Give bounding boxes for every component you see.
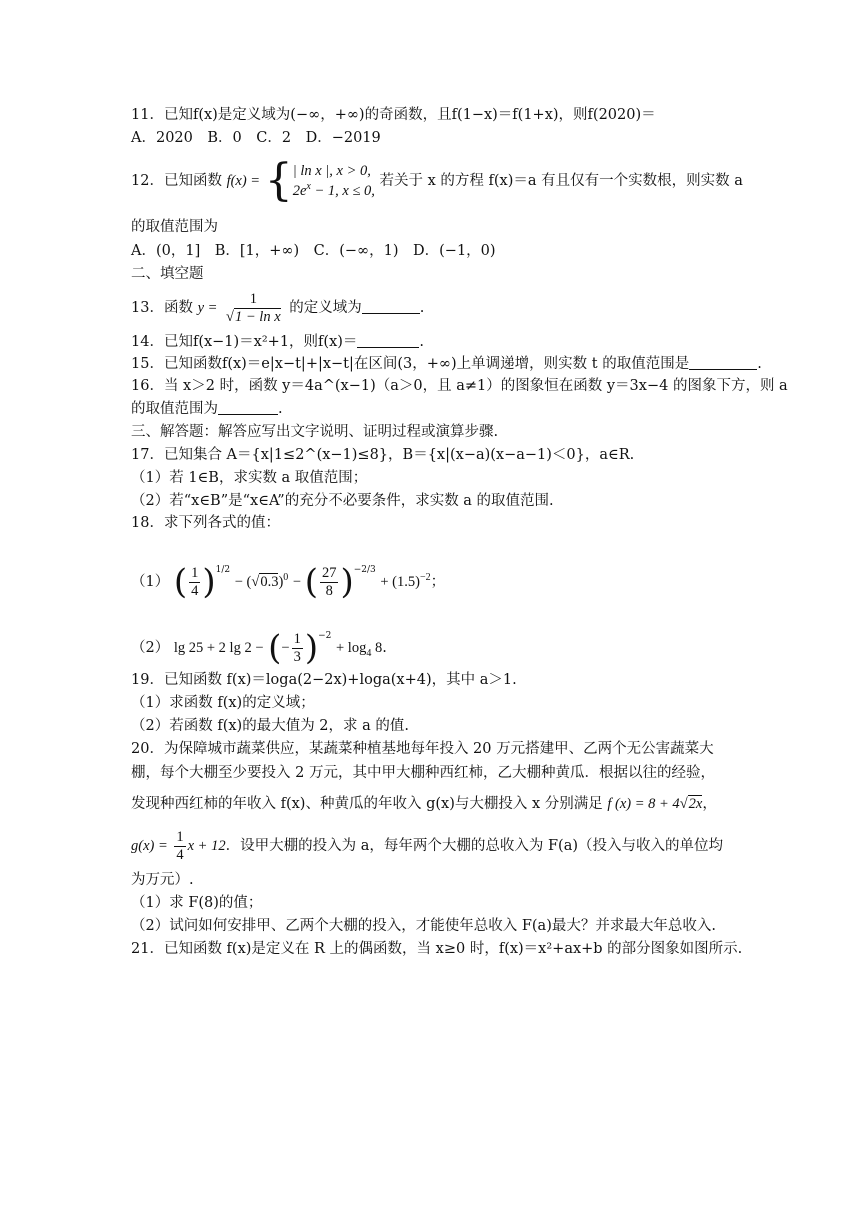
part1-tail: + (1.5) bbox=[380, 574, 420, 590]
part2-exp: −2 bbox=[318, 631, 332, 641]
question-19-stem: 19．已知函数 f(x)＝loga(2−2x)+loga(x+4)，其中 a＞1. bbox=[131, 672, 517, 688]
question-13-number: 13．函数 bbox=[131, 300, 193, 316]
question-20-line1: 20．为保障城市蔬菜供应，某蔬菜种植基地每年投入 20 万元搭建甲、乙两个无公害蔬菜大 bbox=[131, 741, 714, 757]
question-13-tail: 的定义域为 bbox=[289, 300, 362, 316]
question-20-part1: （1）求 F(8)的值； bbox=[131, 895, 263, 911]
piecewise-cases bbox=[293, 161, 375, 201]
part2-frac-den: 3 bbox=[293, 648, 301, 665]
section-fill-in-heading: 二、填空题 bbox=[131, 266, 204, 282]
part2-log: + log bbox=[335, 640, 367, 656]
question-20-line4-text: ．设甲大棚的投入为 a，每年两个大棚的总收入为 F(a)（投入与收入的单位均 bbox=[225, 838, 723, 854]
exp-zero: 0 bbox=[283, 572, 289, 584]
question-20-line3-text: 发现种西红柿的年收入 f(x)、种黄瓜的年收入 g(x)与大棚投入 x 分别满足 bbox=[131, 796, 603, 812]
question-20-part2: （2）试问如何安排甲、乙两个大棚的投入，才能使年总收入 F(a)最大？并求最大年总收入. bbox=[131, 918, 716, 934]
question-20-line4 bbox=[131, 826, 723, 868]
part1-label: （1） bbox=[131, 574, 170, 590]
part2-label: （2） bbox=[131, 640, 170, 656]
question-12-number: 12．已知函数 bbox=[131, 173, 222, 189]
question-18-part2: （2） lg 25 + 2 lg 2 − (− $\frac{1}{3}$ )$^{-2} + \log_4 8$. bbox=[131, 628, 387, 668]
answer-blank-15[interactable] bbox=[689, 355, 757, 370]
exp-half: 1/2 bbox=[215, 565, 231, 575]
frac2-den: 8 bbox=[325, 582, 333, 599]
question-20-line3: 发现种西红柿的年收入 f(x)、种黄瓜的年收入 g(x)与大棚投入 x 分别满足 f (x) = 8 + 4√2x， bbox=[131, 796, 717, 812]
cucumber-frac-den: 4 bbox=[176, 846, 184, 863]
cucumber-income-tail: x + 12 bbox=[187, 838, 226, 854]
part1-end: ； bbox=[430, 574, 446, 590]
question-13-fraction: $\frac{1}{\text{√1 − ln x}}$ bbox=[226, 290, 281, 325]
question-15-end: . bbox=[757, 356, 762, 372]
question-13-root: 1 − ln x bbox=[235, 308, 281, 325]
frac1-den: 4 bbox=[191, 582, 199, 599]
part2-frac-num: 1 bbox=[293, 630, 301, 647]
question-19-part1: （1）求函数 f(x)的定义域； bbox=[131, 695, 315, 711]
question-11-stem: 11．已知f(x)是定义域为(−∞，+∞)的奇函数，且f(1−x)＝f(1+x)，则f(2020)＝ bbox=[131, 107, 656, 123]
cucumber-income-lead: g(x) = bbox=[131, 838, 168, 854]
answer-blank-16[interactable] bbox=[218, 400, 278, 415]
root-0-3: 0.3 bbox=[260, 574, 279, 590]
piecewise-case-1: | ln x |, x > 0, bbox=[292, 163, 371, 179]
question-13 bbox=[131, 288, 424, 330]
piecewise-case-2-exp: x bbox=[306, 181, 311, 193]
tomato-root: 2x bbox=[688, 796, 703, 812]
part2-log-base: 4 bbox=[366, 647, 372, 659]
formula-comma: ， bbox=[702, 796, 717, 812]
piecewise-case-2-coef: 2e bbox=[292, 183, 307, 199]
question-11-choices: A．2020 B．0 C．2 D．−2019 bbox=[131, 130, 381, 146]
cucumber-frac-num: 1 bbox=[176, 828, 184, 845]
question-12-tail: 若关于 x 的方程 f(x)＝a 有且仅有一个实数根，则实数 a bbox=[379, 173, 743, 189]
question-13-y: y = bbox=[197, 300, 218, 316]
question-13-numerator: 1 bbox=[249, 290, 257, 307]
piecewise-brace: { bbox=[264, 155, 293, 206]
question-12-stem bbox=[131, 155, 743, 206]
question-16-end: . bbox=[278, 401, 283, 417]
question-17-stem: 17．已知集合 A＝{x|1≤2^(x−1)≤8}，B＝{x|(x−a)(x−a−1)＜0}，a∈R. bbox=[131, 447, 635, 463]
answer-blank-13[interactable] bbox=[362, 299, 420, 314]
frac2-num: 27 bbox=[321, 564, 337, 581]
question-16-line2 bbox=[131, 399, 283, 419]
question-16-line2-text: 的取值范围为 bbox=[131, 401, 218, 417]
question-21-stem: 21．已知函数 f(x)是定义在 R 上的偶函数，当 x≥0 时，f(x)＝x²+ax+b 的部分图象如图所示. bbox=[131, 941, 743, 957]
question-17-part2: （2）若“x∈B”是“x∈A”的充分不必要条件，求实数 a 的取值范围. bbox=[131, 493, 554, 509]
piecewise-case-2-tail: − 1, x ≤ 0, bbox=[310, 183, 375, 199]
question-20-line5: 为万元）. bbox=[131, 872, 194, 888]
question-12-line2: 的取值范围为 bbox=[131, 219, 218, 235]
tomato-income-formula: f (x) = 8 + 4 bbox=[607, 796, 680, 812]
question-18-part1: （1） ( $\frac{1}{4}$ )$^{1/2} - (√0.3)^0$ − ( $\frac{27}{8}$ )$^{-2/3} + (1.5)^{-2}$； bbox=[131, 562, 446, 602]
question-16-line1: 16．当 x＞2 时，函数 y＝4a^(x−1)（a＞0，且 a≠1）的图象恒在函数 y＝3x−4 的图象下方，则 a bbox=[131, 378, 788, 394]
exp-neg-two: −2 bbox=[419, 572, 431, 584]
part2-end: . bbox=[382, 640, 387, 656]
piecewise-function-name: f(x) = bbox=[226, 173, 261, 189]
part2-log-arg: 8 bbox=[371, 640, 383, 656]
question-14-end: . bbox=[419, 334, 425, 350]
frac1-num: 1 bbox=[191, 564, 199, 581]
question-15-text: 15．已知函数f(x)＝e|x−t|+|x−t|在区间(3，+∞)上单调递增，则实数 t 的取值范围是 bbox=[131, 356, 690, 372]
answer-blank-14[interactable] bbox=[357, 333, 419, 348]
section-solution-heading: 三、解答题：解答应写出文字说明、证明过程或演算步骤. bbox=[131, 424, 499, 440]
question-17-part1: （1）若 1∈B，求实数 a 取值范围； bbox=[131, 470, 368, 486]
question-14 bbox=[131, 332, 424, 352]
question-14-text: 14．已知f(x−1)＝x²+1，则f(x)＝ bbox=[131, 334, 358, 350]
question-19-part2: （2）若函数 f(x)的最大值为 2，求 a 的值. bbox=[131, 718, 409, 734]
exp-neg-two-thirds: −2/3 bbox=[353, 565, 376, 575]
question-13-end: . bbox=[419, 300, 425, 316]
part2-lead: lg 25 + 2 lg 2 − bbox=[173, 640, 264, 656]
question-12-choices: A．(0，1] B．[1，+∞) C．(−∞，1) D．(−1，0) bbox=[131, 243, 496, 259]
question-15 bbox=[131, 354, 762, 374]
question-20-line2: 棚，每个大棚至少要投入 2 万元，其中甲大棚种西红柿，乙大棚种黄瓜．根据以往的经验， bbox=[131, 765, 715, 781]
question-18-stem: 18．求下列各式的值： bbox=[131, 515, 280, 531]
